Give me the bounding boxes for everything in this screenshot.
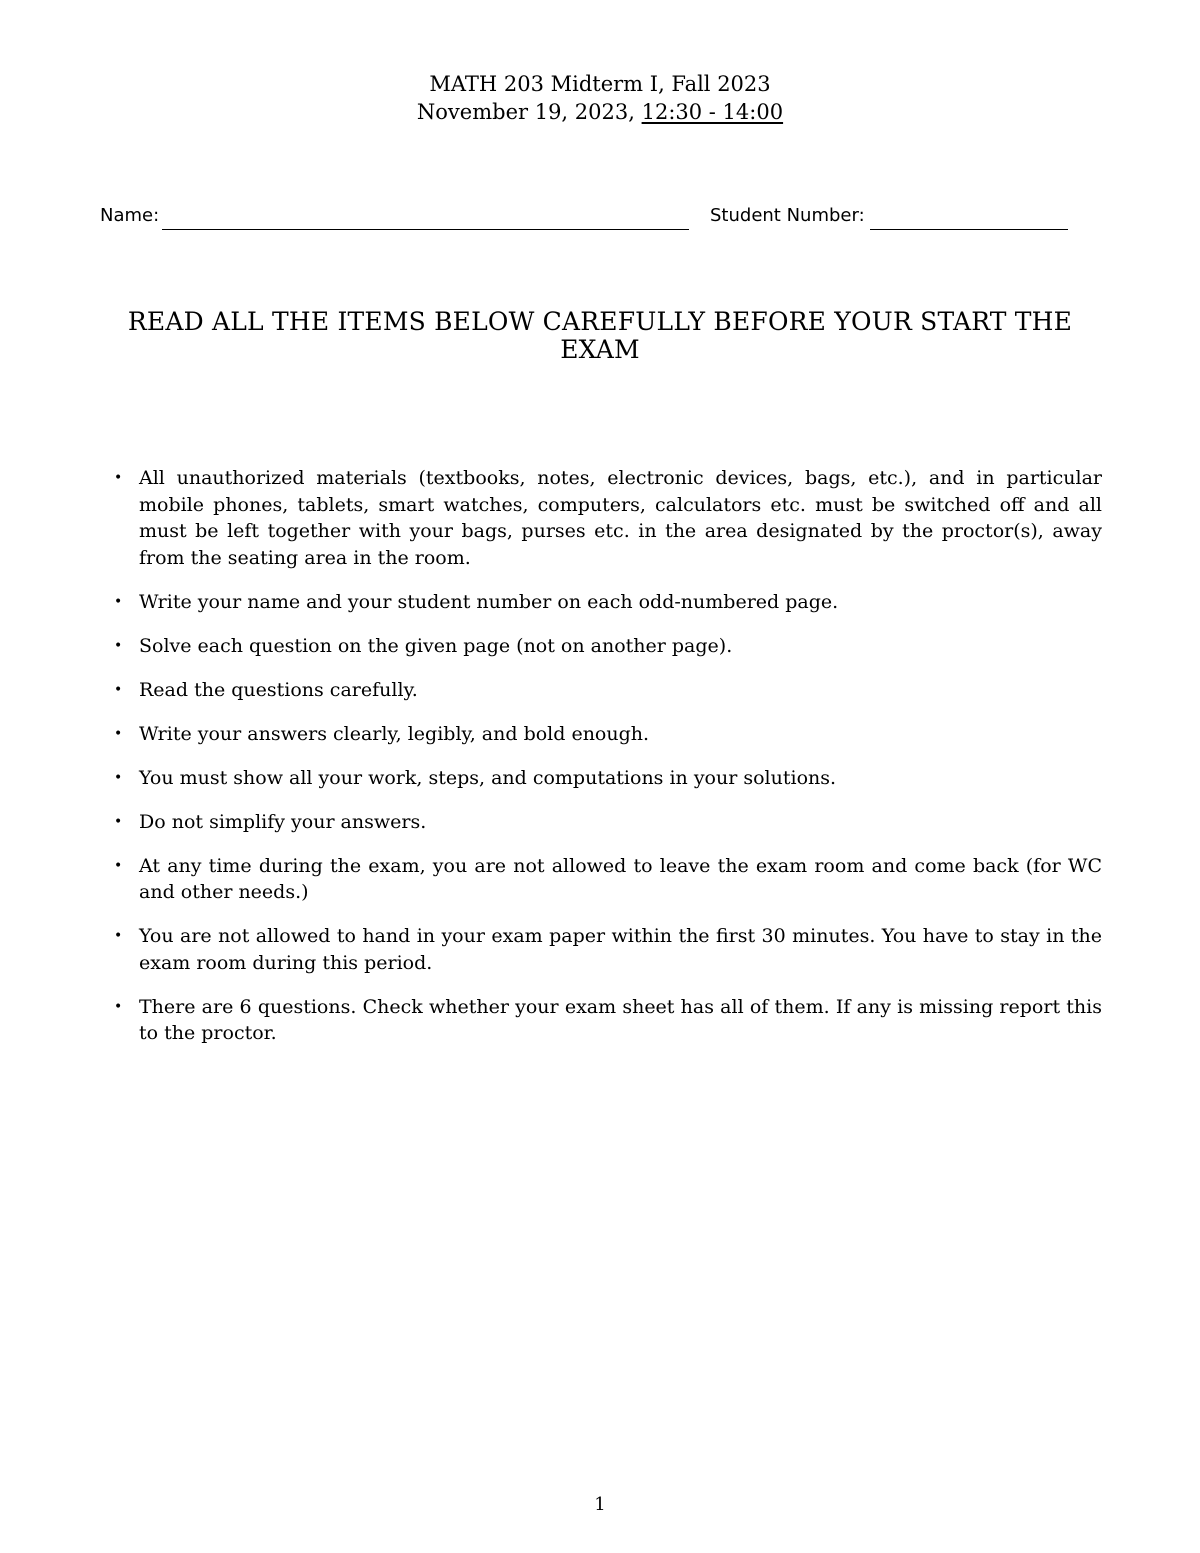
rule-text: At any time during the exam, you are not allowed to leave the exam room and come back (for WC and other needs.)	[139, 854, 1102, 903]
rule-text: There are 6 questions. Check whether your exam sheet has all of them. If any is missing report this to the proctor.	[139, 995, 1102, 1044]
name-label: Name:	[100, 205, 160, 226]
instructions-notice: READ ALL THE ITEMS BELOW CAREFULLY BEFORE YOUR START THE EXAM	[127, 307, 1073, 364]
exam-date: November 19, 2023,	[416, 100, 642, 124]
rule-item	[114, 994, 1102, 1047]
bullet-icon: •	[114, 637, 123, 654]
rule-item	[114, 809, 1102, 836]
rule-text: Solve each question on the given page (not on another page).	[139, 634, 733, 657]
student-number-label: Student Number:	[710, 205, 865, 226]
rule-item	[114, 677, 1102, 704]
rule-text: All unauthorized materials (textbooks, notes, electronic devices, bags, etc.), and in particular mobile phones, tablets, smart watches, computers, calculators etc. must be switched off and all must be left together with your bags, purses etc. in the area designated by the proctor(s), away from the seating area in the room.	[139, 467, 1102, 569]
student-info-row	[100, 205, 1070, 233]
rule-text: Do not simplify your answers.	[139, 810, 427, 833]
exam-title: MATH 203 Midterm I, Fall 2023	[429, 72, 771, 96]
rule-item	[114, 765, 1102, 792]
bullet-icon: •	[114, 928, 123, 944]
bullet-icon: •	[114, 769, 123, 786]
rule-text: Write your name and your student number on each odd-numbered page.	[139, 590, 839, 613]
rule-text: Read the questions carefully.	[139, 678, 418, 701]
bullet-icon: •	[114, 681, 123, 698]
rule-text: You are not allowed to hand in your exam paper within the first 30 minutes. You have to stay in the exam room during this period.	[139, 925, 1102, 974]
exam-date-line	[0, 98, 1200, 126]
exam-time: 12:30 - 14:00	[641, 100, 784, 124]
rule-item	[114, 853, 1102, 906]
rule-text: Write your answers clearly, legibly, and bold enough.	[139, 722, 650, 745]
rule-item	[114, 633, 1102, 660]
rule-text: You must show all your work, steps, and computations in your solutions.	[139, 766, 837, 789]
student-number-blank-line	[870, 229, 1068, 230]
rules-list	[114, 465, 1102, 1064]
rule-item	[114, 465, 1102, 571]
bullet-icon: •	[114, 725, 123, 742]
bullet-icon: •	[114, 593, 123, 610]
name-blank-line	[162, 229, 689, 230]
bullet-icon: •	[114, 813, 123, 830]
bullet-icon: •	[114, 998, 123, 1015]
bullet-icon: •	[114, 857, 123, 874]
rule-item	[114, 589, 1102, 616]
bullet-icon: •	[114, 470, 123, 486]
rule-item	[114, 721, 1102, 748]
page-number: 1	[594, 1494, 606, 1515]
rule-item	[114, 923, 1102, 976]
exam-header	[0, 70, 1200, 126]
